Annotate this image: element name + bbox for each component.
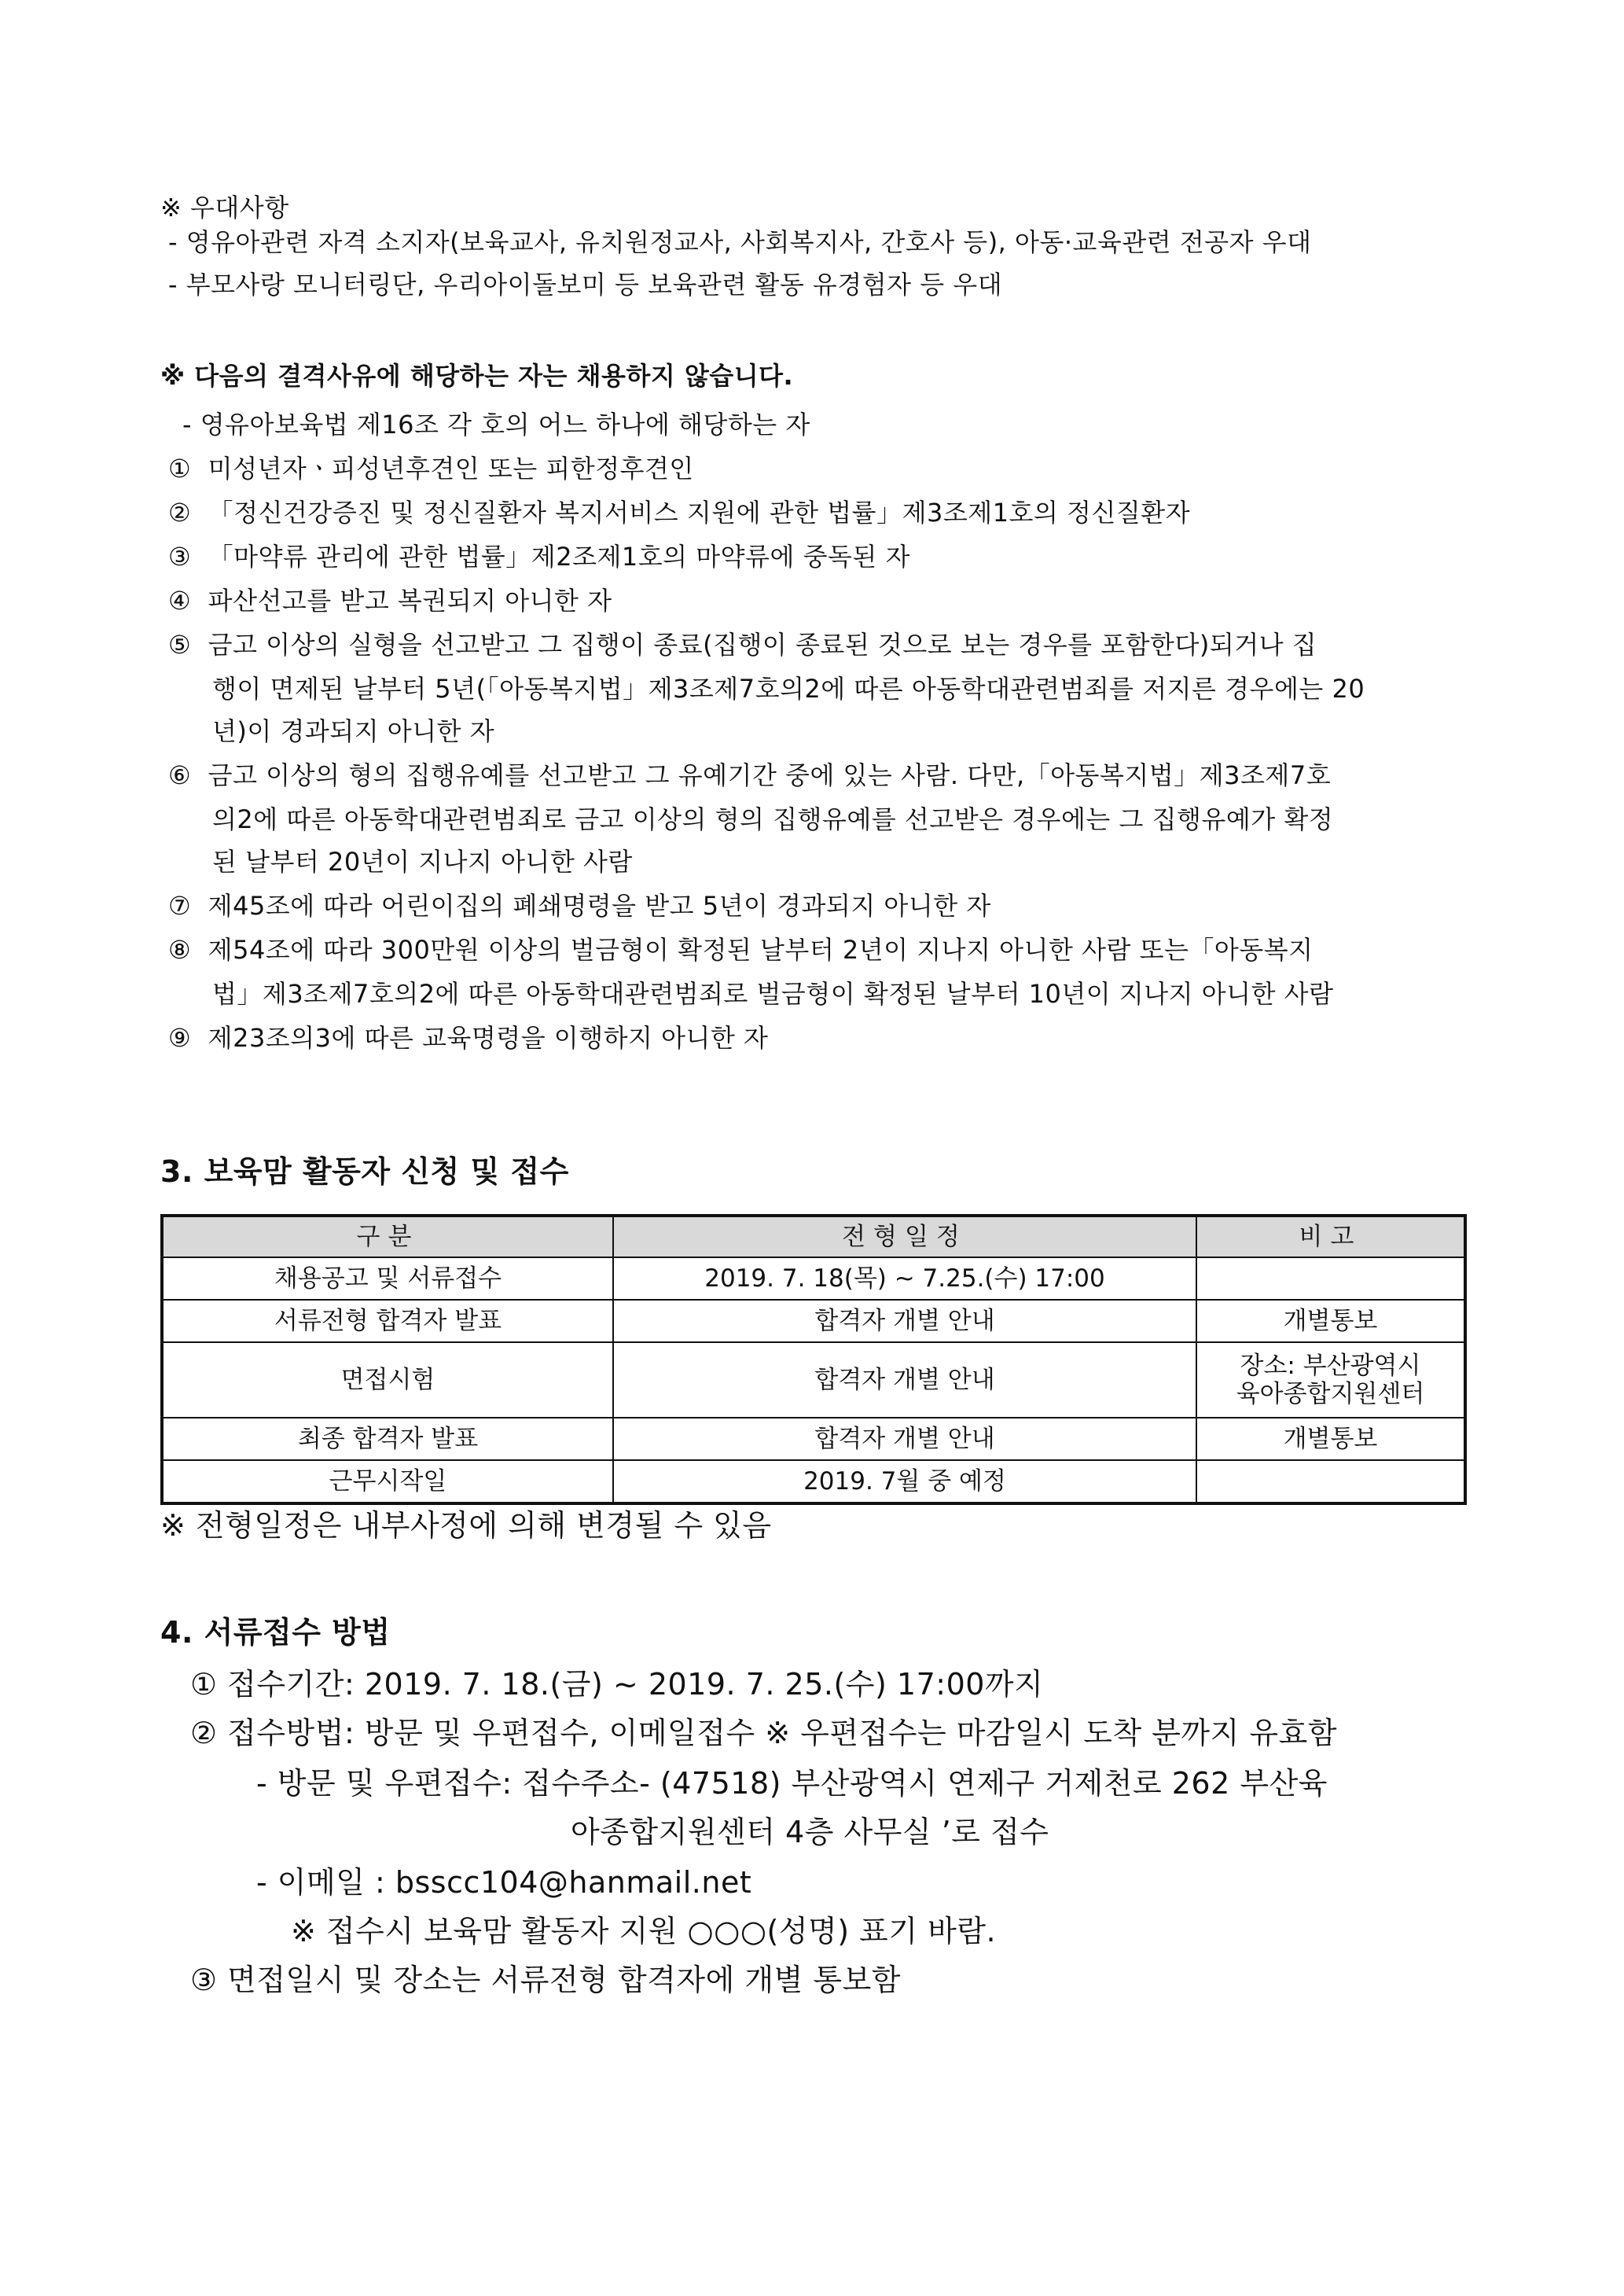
table-cell: 개별통보 [1196,1418,1465,1460]
table-cell [1196,1460,1465,1503]
table-cell: 장소: 부산광역시 육아종합지원센터 [1196,1342,1465,1418]
item-text: 제54조에 따라 300만원 이상의 벌금형이 확정된 날부터 2년이 지나지 아니한 사람 또는「아동복지 [208,935,1314,965]
section3-heading: 3. 보육맘 활동자 신청 및 접수 [160,1154,569,1189]
item-number: ③ [168,542,192,572]
item-number: ② [168,498,192,528]
table-header: 비고 [1196,1216,1465,1257]
table-cell [1196,1257,1465,1300]
table-row [162,1342,1465,1418]
table-row [162,1257,1465,1300]
table-cell: 합격자 개별 안내 [613,1418,1196,1460]
table-cell: 2019. 7월 중 예정 [613,1460,1196,1503]
email-note: ※ 접수시 보육맘 활동자 지원 ○○○(성명) 표기 바람. [291,1914,997,1948]
table-cell: 합격자 개별 안내 [613,1300,1196,1342]
item-text: 금고 이상의 형의 집행유예를 선고받고 그 유예기간 중에 있는 사람. 다만,「아동복지법」제3조제7호 [208,760,1332,790]
disqualification-item [168,760,1331,791]
item-continuation: 행이 면제된 날부터 5년(「아동복지법」제3조제7호의2에 따른 아동학대관련범죄를 저지른 경우에는 20 [212,674,1365,704]
item-continuation: 의2에 따른 아동학대관련범죄로 금고 이상의 형의 집행유예를 선고받은 경우에는 그 집행유예가 확정 [212,804,1334,834]
disqualification-item [168,934,1314,966]
item-text: 금고 이상의 실형을 선고받고 그 집행이 종료(집행이 종료된 것으로 보는 경우를 포함한다)되거나 집 [208,630,1317,660]
item-text: 제45조에 따라 어린이집의 폐쇄명령을 받고 5년이 경과되지 아니한 자 [208,891,991,921]
receipt-period: ① 접수기간: 2019. 7. 18.(금) ~ 2019. 7. 25.(수) 17:00까지 [190,1667,1044,1702]
item-text: 제23조의3에 따른 교육명령을 이행하지 아니한 자 [208,1023,769,1053]
item-text: 「마약류 관리에 관한 법률」제2조제1호의 마약류에 중독된 자 [208,542,910,572]
table-cell: 개별통보 [1196,1300,1465,1342]
table-row [162,1460,1465,1503]
disqualification-item [168,453,694,484]
item-continuation: 된 날부터 20년이 지나지 아니한 사람 [212,847,633,877]
disqualification-item [168,890,991,922]
schedule-note: ※ 전형일정은 내부사정에 의해 변경될 수 있음 [160,1508,772,1543]
visit-mail-receipt-cont: 아종합지원센터 4층 사무실 ’로 접수 [571,1815,1049,1849]
table-header: 구분 [162,1216,613,1257]
item-number: ④ [168,586,192,616]
item-number: ⑨ [168,1023,192,1053]
item-continuation: 법」제3조제7호의2에 따른 아동학대관련범죄로 벌금형이 확정된 날부터 10년이 지나지 아니한 사람 [212,979,1334,1009]
receipt-method: ② 접수방법: 방문 및 우편접수, 이메일접수 ※ 우편접수는 마감일시 도착 분까지 유효함 [190,1716,1338,1750]
disqualification-item [168,541,910,572]
table-cell: 근무시작일 [162,1460,613,1503]
item-number: ⑥ [168,760,192,790]
item-number: ⑤ [168,630,192,660]
table-header: 전형일정 [613,1216,1196,1257]
disqualification-item [168,629,1317,660]
preferences-title: ※ 우대사항 [160,193,289,223]
section4-heading: 4. 서류접수 방법 [160,1615,391,1650]
schedule-table [160,1214,1467,1505]
table-row [162,1300,1465,1342]
item-text: 미성년자ㆍ피성년후견인 또는 피한정후견인 [208,454,694,484]
disqualification-item [168,585,612,616]
email-receipt: - 이메일 : bsscc104@hanmail.net [256,1865,752,1900]
table-cell: 채용공고 및 서류접수 [162,1257,613,1300]
item-text: 파산선고를 받고 복권되지 아니한 자 [208,586,612,616]
table-cell: 2019. 7. 18(목) ~ 7.25.(수) 17:00 [613,1257,1196,1300]
disqualification-intro: - 영유아보육법 제16조 각 호의 어느 하나에 해당하는 자 [182,410,810,440]
visit-mail-receipt: - 방문 및 우편접수: 접수주소- (47518) 부산광역시 연제구 거제천로 262 부산육 [256,1766,1328,1801]
table-header-row [162,1216,1465,1257]
interview-notice: ③ 면접일시 및 장소는 서류전형 합격자에 개별 통보함 [190,1963,901,1997]
disqualification-item [168,497,1190,528]
disqualification-title: ※ 다음의 결격사유에 해당하는 자는 채용하지 않습니다. [160,361,794,391]
table-cell: 서류전형 합격자 발표 [162,1300,613,1342]
disqualification-item [168,1022,768,1054]
table-cell: 최종 합격자 발표 [162,1418,613,1460]
item-continuation: 년)이 경과되지 아니한 자 [212,716,495,746]
preference-item: - 영유아관련 자격 소지자(보육교사, 유치원정교사, 사회복지사, 간호사 등), 아동·교육관련 전공자 우대 [168,227,1312,257]
preference-item: - 부모사랑 모니터링단, 우리아이돌보미 등 보육관련 활동 유경험자 등 우대 [168,270,1003,300]
table-cell: 면접시험 [162,1342,613,1418]
item-text: 「정신건강증진 및 정신질환자 복지서비스 지원에 관한 법률」제3조제1호의 정신질환자 [208,498,1191,528]
table-row [162,1418,1465,1460]
item-number: ⑧ [168,935,192,965]
table-cell: 합격자 개별 안내 [613,1342,1196,1418]
item-number: ⑦ [168,891,192,921]
item-number: ① [168,454,192,484]
